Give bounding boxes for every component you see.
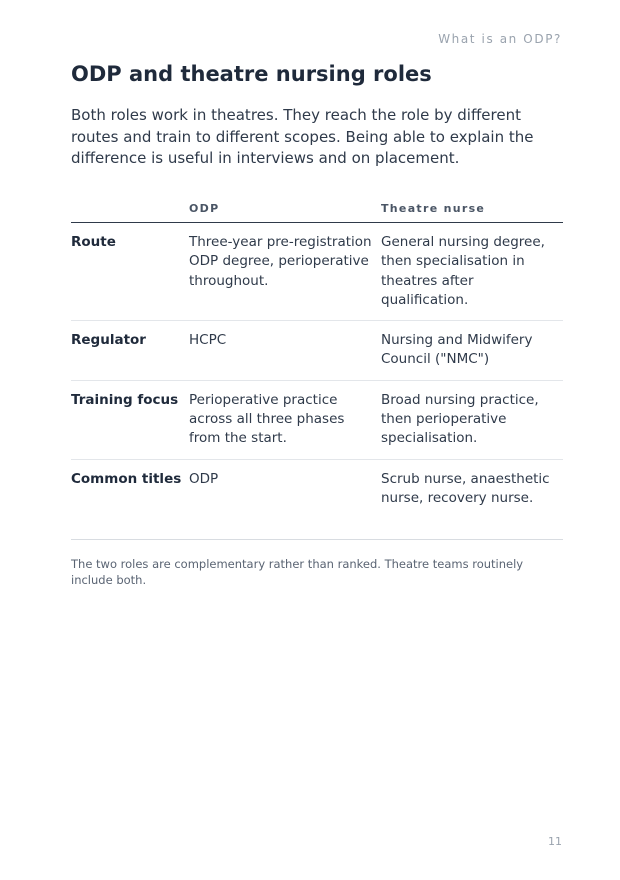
table-row xyxy=(71,223,563,321)
page-title: ODP and theatre nursing roles xyxy=(71,62,432,86)
cell-nurse-common-titles: Scrub nurse, anaesthetic nurse, recovery nurse. xyxy=(381,470,550,506)
header-empty-cell xyxy=(71,196,189,223)
intro-paragraph: Both roles work in theatres. They reach the role by different routes and train to different scopes. Being able to explain the difference is useful in interviews and on placement. xyxy=(71,106,534,167)
row-label-route: Route xyxy=(71,223,189,321)
table-row xyxy=(71,380,563,459)
cell-odp-training-focus: Perioperative practice across all three phases from the start. xyxy=(189,380,381,459)
cell-odp-regulator: HCPC xyxy=(189,321,381,381)
row-label-training-focus: Training focus xyxy=(71,380,189,459)
footnote: The two roles are complementary rather than ranked. Theatre teams routinely include both. xyxy=(71,557,524,587)
row-label-regulator: Regulator xyxy=(71,321,189,381)
table-row xyxy=(71,459,563,518)
running-head: What is an ODP? xyxy=(438,32,562,46)
table-row xyxy=(71,321,563,381)
page-number: 11 xyxy=(548,835,562,848)
cell-nurse-route: General nursing degree, then specialisation in theatres after qualification. xyxy=(381,223,563,321)
table-header-row xyxy=(71,196,563,223)
comparison-table xyxy=(71,196,563,518)
row-label-common-titles: Common titles xyxy=(71,470,182,487)
cell-nurse-training-focus: Broad nursing practice, then perioperative specialisation. xyxy=(381,380,563,459)
cell-odp-route: Three-year pre-registration ODP degree, perioperative throughout. xyxy=(189,223,381,321)
cell-nurse-regulator: Nursing and Midwifery Council ("NMC") xyxy=(381,321,563,381)
footnote-divider xyxy=(71,539,563,540)
cell-odp-common-titles: ODP xyxy=(189,470,219,487)
header-theatre-nurse: Theatre nurse xyxy=(381,196,563,223)
header-odp: ODP xyxy=(189,196,381,223)
